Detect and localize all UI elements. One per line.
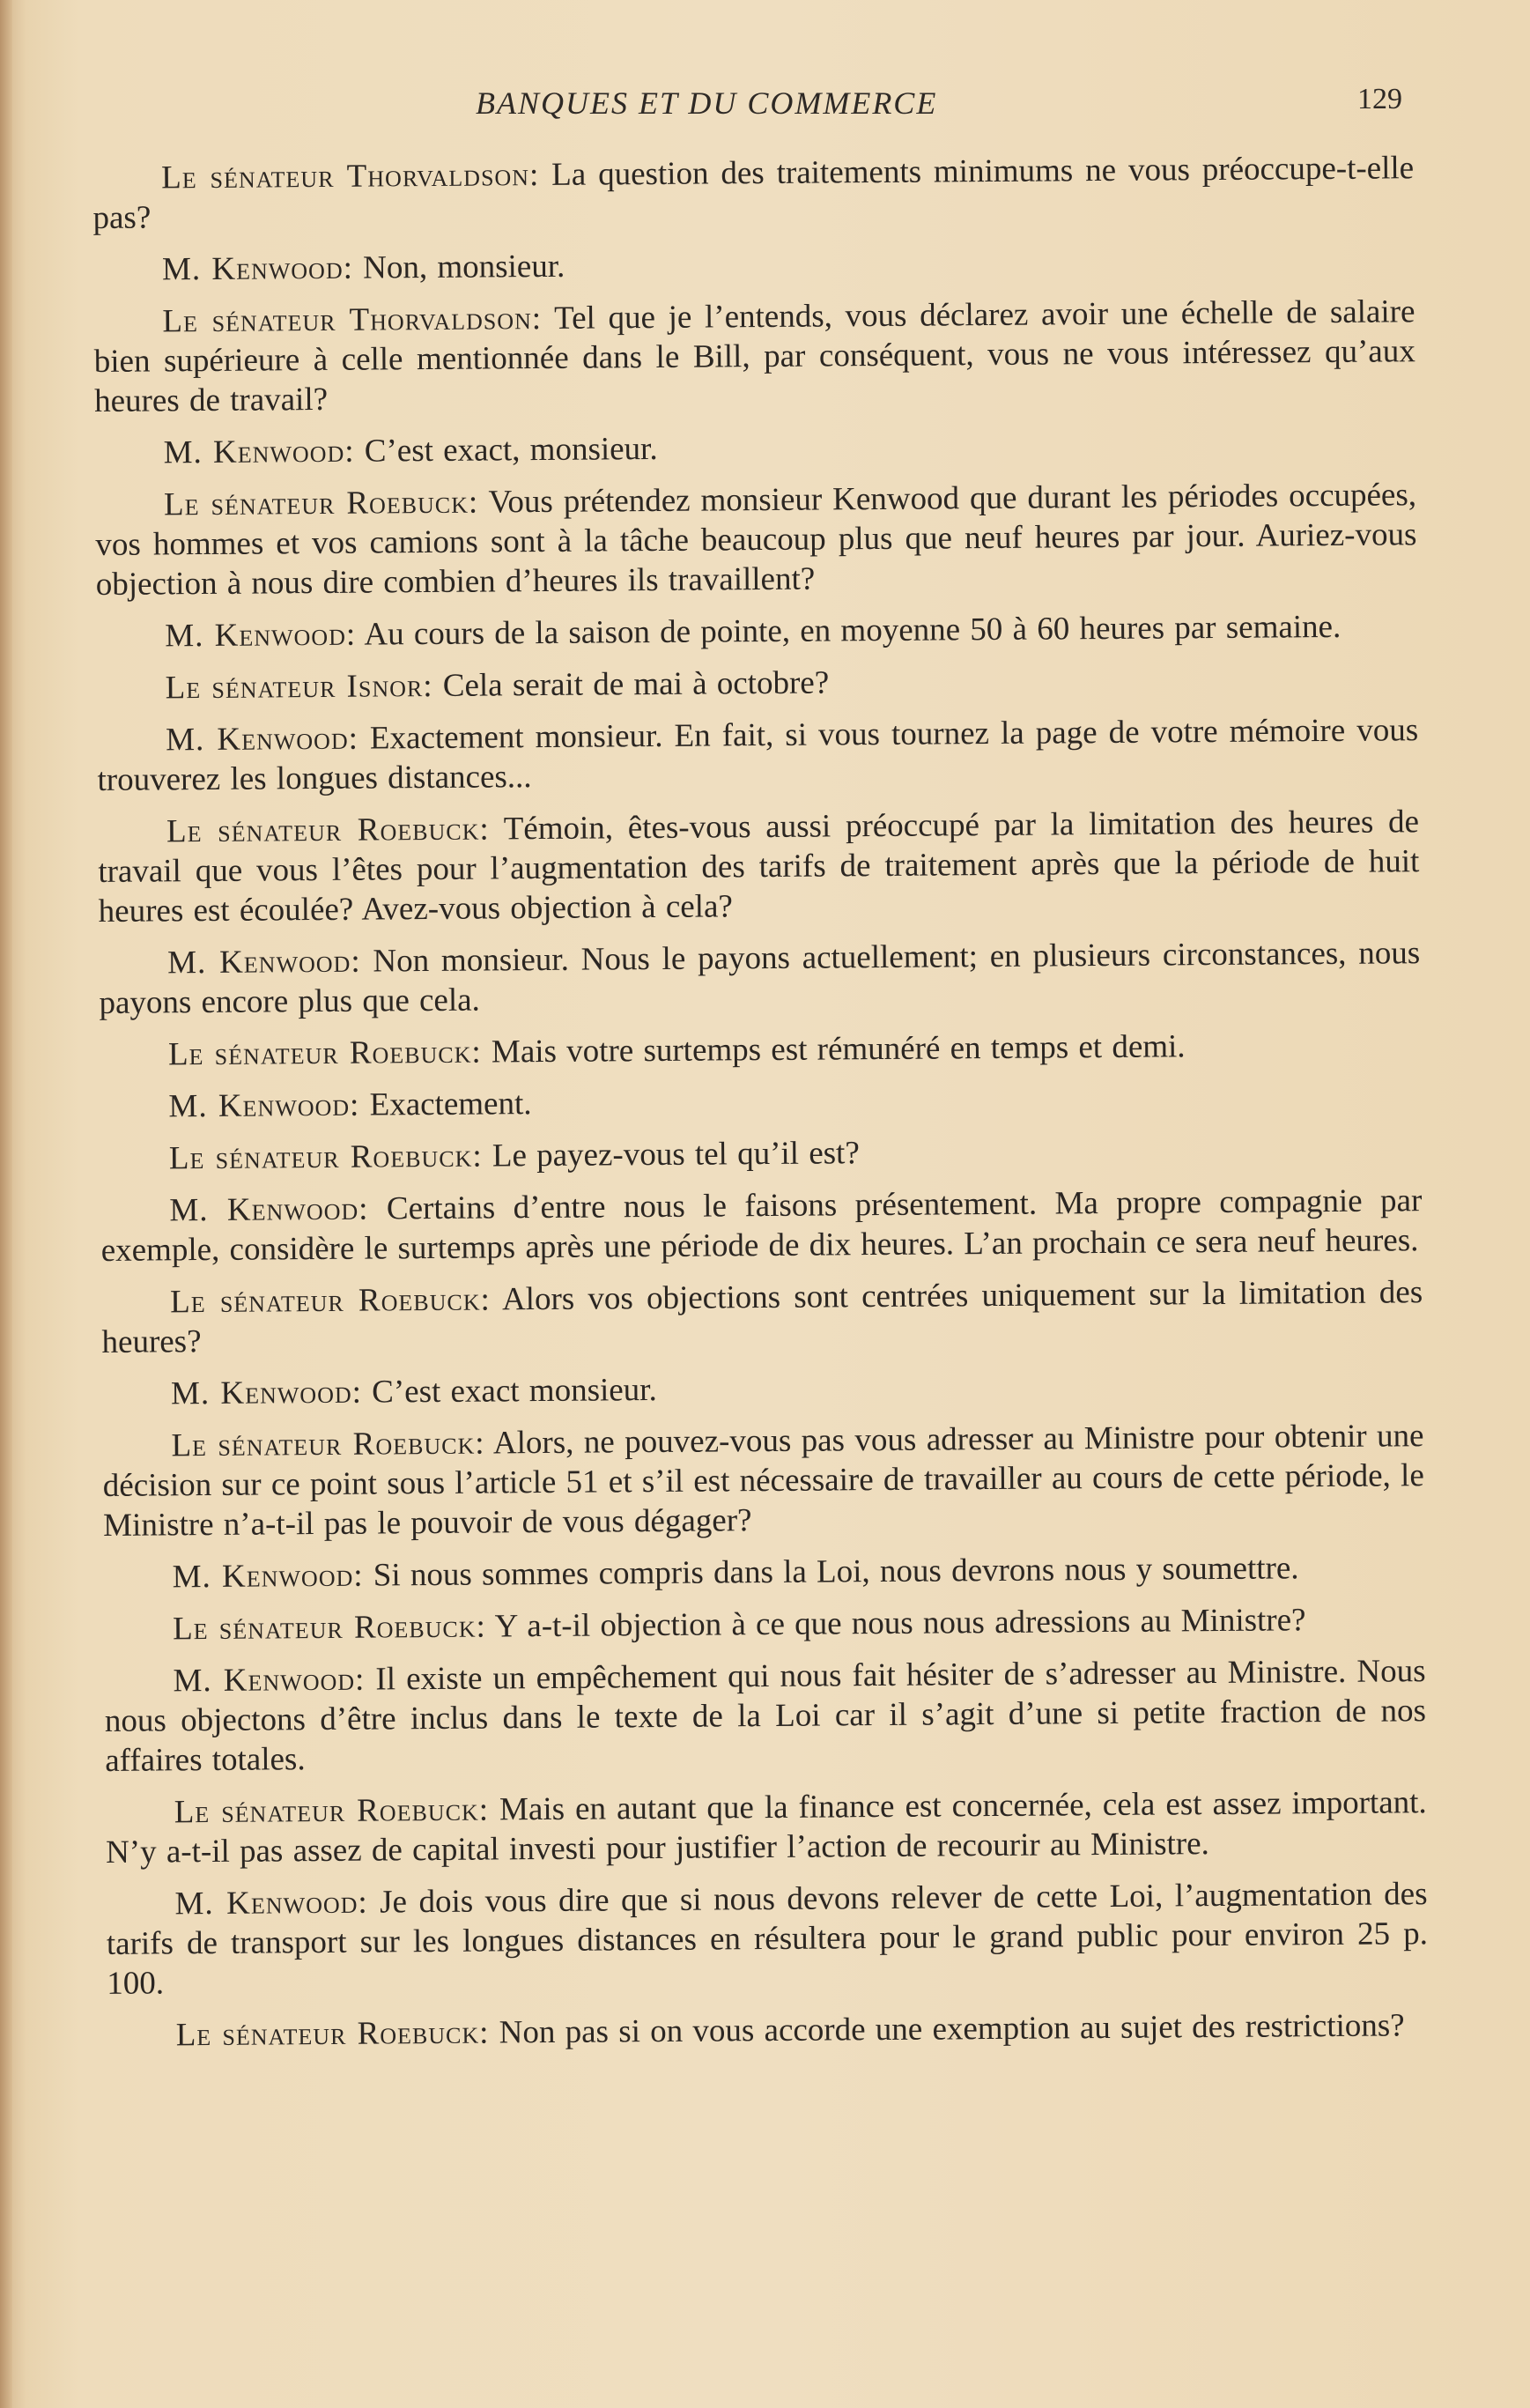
transcript-paragraph [106, 1874, 1428, 2004]
transcript-paragraph [100, 1129, 1422, 1179]
speech-text: Cela serait de mai à octobre? [432, 664, 830, 704]
transcript-paragraph [107, 2005, 1429, 2056]
speaker-name: M. Kenwood: [165, 616, 357, 655]
transcript-paragraph [96, 606, 1417, 656]
speaker-name: Le sénateur Roebuck: [172, 1608, 486, 1648]
speaker-name: Le sénateur Thorvaldson: [161, 157, 540, 196]
speaker-name: Le sénateur Roebuck: [167, 1034, 482, 1073]
transcript-paragraph [94, 423, 1415, 473]
speech-text: Non, monsieur. [352, 248, 565, 286]
transcript-paragraph [93, 240, 1415, 290]
transcript-paragraph [104, 1651, 1426, 1781]
transcript-paragraph [100, 1025, 1421, 1075]
transcript-paragraph [97, 710, 1419, 800]
speech-text: Témoin, êtes-vous aussi préoccupé par la limitation des heures de travail que vous l’êtes pour l’augmentation des tarifs de traitement après que la période de huit heures est écoulée? Avez-vous objection à cela? [98, 804, 1420, 930]
speaker-name: M. Kenwood: [166, 720, 359, 759]
speaker-name: Le sénateur Roebuck: [171, 1425, 485, 1464]
speech-text: Y a-t-il objection à ce que nous nous adressions au Ministre? [485, 1602, 1306, 1645]
speech-text: Je dois vous dire que si nous devons relever de cette Loi, l’augmentation des tarifs de transport sur les longues distances en résultera pour le grand public pour environ 25 p. 100. [106, 1876, 1429, 2002]
transcript-paragraph [102, 1364, 1423, 1414]
transcript-paragraph [95, 475, 1417, 604]
speaker-name: M. Kenwood: [168, 1086, 360, 1125]
transcript-paragraph [98, 802, 1420, 931]
speech-text: Mais en autant que la finance est concernée, cela est assez important. N’y a-t-il pas assez de capital investi pour justifier l’action de recourir au Ministre. [105, 1784, 1427, 1871]
running-header-title: BANQUES ET DU COMMERCE [476, 85, 938, 121]
transcript-paragraph [104, 1599, 1425, 1649]
speech-text: Vous prétendez monsieur Kenwood que durant les périodes occupées, vos hommes et vos camions sont à la tâche beaucoup plus que neuf heures par jour. Auriez-vous objection à nous dire combien d’heures ils travaillent? [95, 477, 1417, 603]
transcript-paragraph [102, 1416, 1424, 1545]
speech-text: Si nous sommes compris dans la Loi, nous devrons nous y soumettre. [363, 1550, 1299, 1594]
speech-text: Certains d’entre nous le faisons présentement. Ma propre compagnie par exemple, considère le surtemps après une période de dix heures. L’an prochain ce sera neuf heures. [100, 1182, 1423, 1269]
speaker-name: M. Kenwood: [161, 249, 354, 288]
speech-text: Mais votre surtemps est rémunéré en temps et demi. [481, 1028, 1186, 1071]
speaker-name: M. Kenwood: [169, 1190, 369, 1229]
speech-text: La question des traitements minimums ne vous préoccupe-t-elle pas? [92, 150, 1415, 236]
speaker-name: Le sénateur Roebuck: [163, 484, 479, 523]
speaker-name: M. Kenwood: [172, 1557, 364, 1596]
speech-text: Au cours de la saison de pointe, en moyenne 50 à 60 heures par semaine. [356, 608, 1342, 653]
speaker-name: Le sénateur Roebuck: [166, 811, 490, 850]
speech-text: Le payez-vous tel qu’il est? [482, 1135, 860, 1174]
page-number: 129 [1357, 83, 1402, 115]
speaker-name: M. Kenwood: [174, 1884, 368, 1923]
speaker-name: M. Kenwood: [167, 943, 361, 982]
transcript-paragraph [100, 1181, 1423, 1271]
speech-text: Exactement monsieur. En fait, si vous tournez la page de votre mémoire vous trouverez les longues distances... [97, 712, 1419, 798]
speaker-name: Le sénateur Roebuck: [174, 1791, 490, 1831]
speech-text: C’est exact monsieur. [361, 1372, 657, 1411]
speaker-name: M. Kenwood: [170, 1374, 363, 1412]
speech-text: Alors vos objections sont centrées uniquement sur la limitation des heures? [101, 1274, 1423, 1360]
transcript-paragraph [100, 1077, 1421, 1127]
speech-text: Il existe un empêchement qui nous fait hésiter de s’adresser au Ministre. Nous nous objectons d’être inclus dans le texte de la Loi car il s’agit d’une si petite fraction de nos affaires totales. [104, 1653, 1427, 1779]
transcript-paragraph [93, 292, 1415, 421]
transcript-paragraph [97, 658, 1418, 708]
speech-text: Tel que je l’entends, vous déclarez avoir une échelle de salaire bien supérieure à celle mentionnée dans le Bill, par conséquent, vous ne vous intéressez qu’aux heures de travail? [93, 293, 1415, 419]
speaker-name: Le sénateur Roebuck: [168, 1137, 483, 1177]
speech-text: Exactement. [359, 1085, 532, 1123]
speaker-name: Le sénateur Isnor: [165, 667, 433, 707]
speaker-name: M. Kenwood: [163, 433, 355, 471]
speech-text: Alors, ne pouvez-vous pas vous adresser au Ministre pour obtenir une décision sur ce point sous l’article 51 et s’il est nécessaire de travailler au cours de cette période, le Ministre n’a-t-il pas le pouvoir de vous dégager? [102, 1418, 1424, 1544]
speaker-name: Le sénateur Roebuck: [175, 2014, 490, 2054]
transcript-paragraph [92, 148, 1415, 238]
transcript-paragraph [103, 1547, 1424, 1597]
speech-text: Non monsieur. Nous le payons actuellement; en plusieurs circonstances, nous payons encore plus que cela. [99, 935, 1421, 1021]
transcript-paragraph [106, 1782, 1428, 1872]
speech-text: C’est exact, monsieur. [354, 430, 658, 470]
speaker-name: Le sénateur Thorvaldson: [162, 300, 543, 340]
transcript-paragraph [101, 1272, 1423, 1362]
speaker-name: M. Kenwood: [173, 1661, 366, 1700]
transcript-paragraph [99, 933, 1421, 1023]
transcript-body [92, 148, 1429, 2068]
page-spine-shadow [0, 0, 12, 2408]
speaker-name: Le sénateur Roebuck: [170, 1281, 491, 1321]
speech-text: Non pas si on vous accorde une exemption au sujet des restrictions? [489, 2007, 1405, 2051]
